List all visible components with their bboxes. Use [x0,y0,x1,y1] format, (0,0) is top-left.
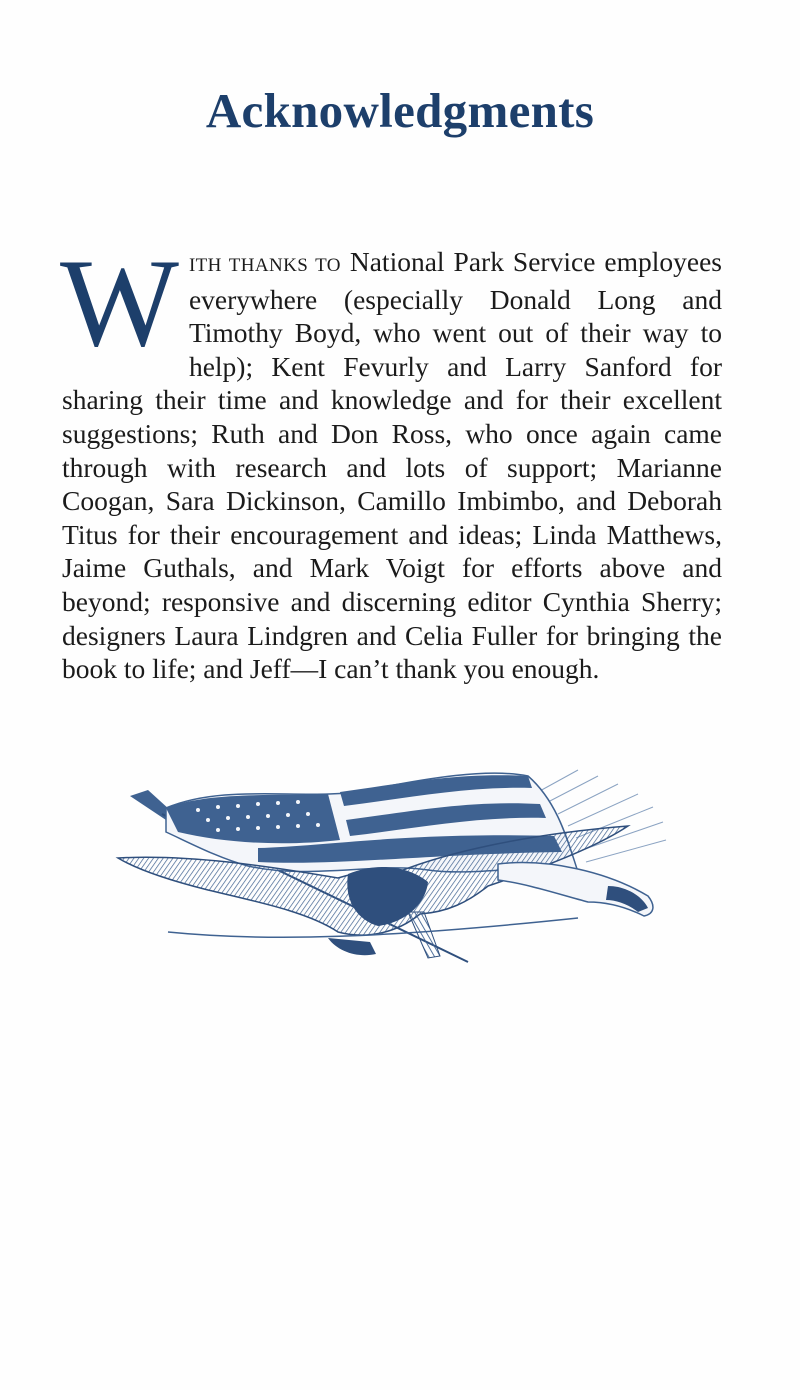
drop-cap: W [60,234,179,373]
paragraph-body: National Park Service employees everywhere (especially Donald Long and Timothy Boyd, who went out of their way to help); Kent Fevurly and Larry Sanford for sharing their time and knowledge and for their excellent suggestions; Ruth and Don Ross, who once again came through with research and lots of support; Marianne Coogan, Sara Dickinson, Camillo Imbimbo, and Deborah Titus for their encouragement and ideas; Linda Matthews, Jaime Guthals, and Mark Voigt for efforts above and beyond; responsive and discerning editor Cynthia Sherry; designers Laura Lindgren and Celia Fuller for bringing the book to life; and Jeff—I can’t thank you enough. [62,246,722,685]
acknowledgments-paragraph [60,234,722,686]
lead-in-smallcaps: ITH THANKS TO [188,255,341,276]
page-title: Acknowledgments [205,83,595,138]
eagle-flag-icon [108,762,678,987]
